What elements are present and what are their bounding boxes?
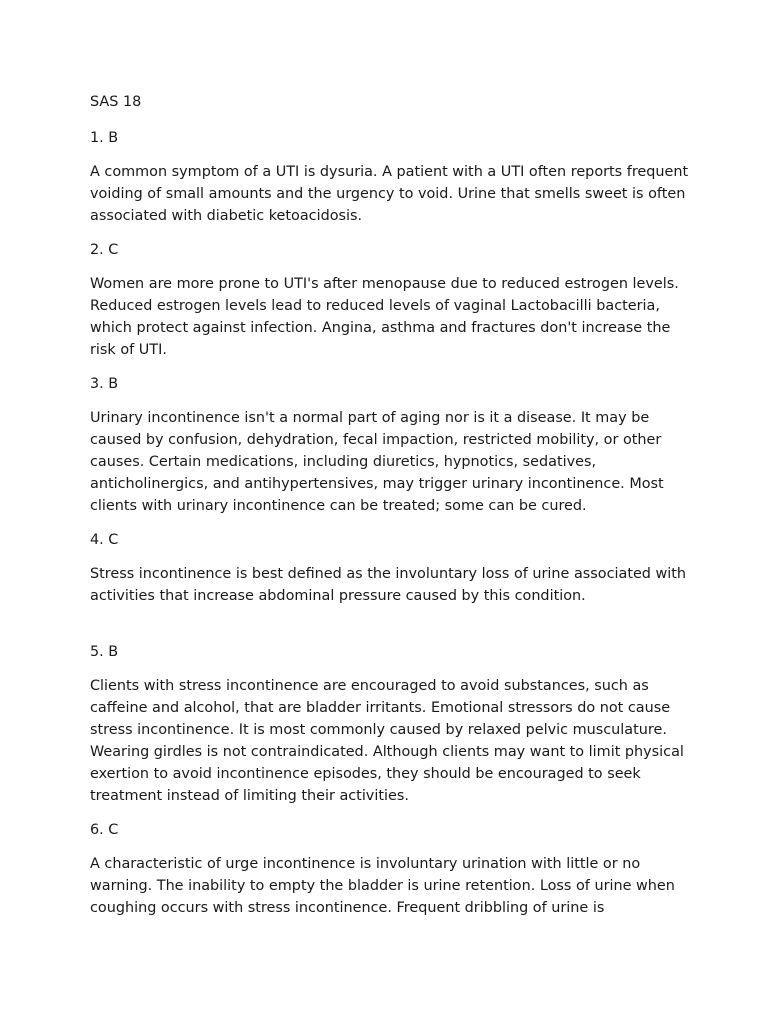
answer-explanation: Stress incontinence is best defined as the involuntary loss of urine associated with activities that increase abdominal pressure caused by this condition.: [90, 566, 687, 604]
answer-label: 5. B: [90, 644, 119, 660]
answer-label: 6. C: [90, 822, 119, 838]
answer-label: 3. B: [90, 376, 119, 392]
answer-explanation: Clients with stress incontinence are encouraged to avoid substances, such as caffeine and alcohol, that are bladder irritants. Emotional stressors do not cause stress incontinence. It is most commonly caused by relaxed pelvic musculature. Wearing girdles is not contraindicated. Although clients may want to limit physical exertion to avoid incontinence episodes, they should be encouraged to seek treatment instead of limiting their activities.: [90, 678, 684, 804]
answer-label: 4. C: [90, 532, 119, 548]
answer-explanation: A characteristic of urge incontinence is involuntary urination with little or no warning. The inability to empty the bladder is urine retention. Loss of urine when coughing occurs with stress incontinence. Frequent dribbling of urine is: [90, 856, 675, 916]
answer-explanation: Women are more prone to UTI's after menopause due to reduced estrogen levels. Reduced estrogen levels lead to reduced levels of vaginal Lactobacilli bacteria, which protect against infection. Angina, asthma and fractures don't increase the risk of UTI.: [90, 276, 679, 358]
answer-explanation: Urinary incontinence isn't a normal part of aging nor is it a disease. It may be caused by confusion, dehydration, fecal impaction, restricted mobility, or other causes. Certain medications, including diuretics, hypnotics, sedatives, anticholinergics, and antihypertensives, may trigger urinary incontinence. Most clients with urinary incontinence can be treated; some can be cured.: [90, 410, 664, 514]
answer-explanation: A common symptom of a UTI is dysuria. A patient with a UTI often reports frequent voiding of small amounts and the urgency to void. Urine that smells sweet is often associated with diabetic ketoacidosis.: [90, 164, 689, 224]
answer-label: 1. B: [90, 130, 119, 146]
document-title: SAS 18: [90, 94, 142, 110]
answer-label: 2. C: [90, 242, 119, 258]
